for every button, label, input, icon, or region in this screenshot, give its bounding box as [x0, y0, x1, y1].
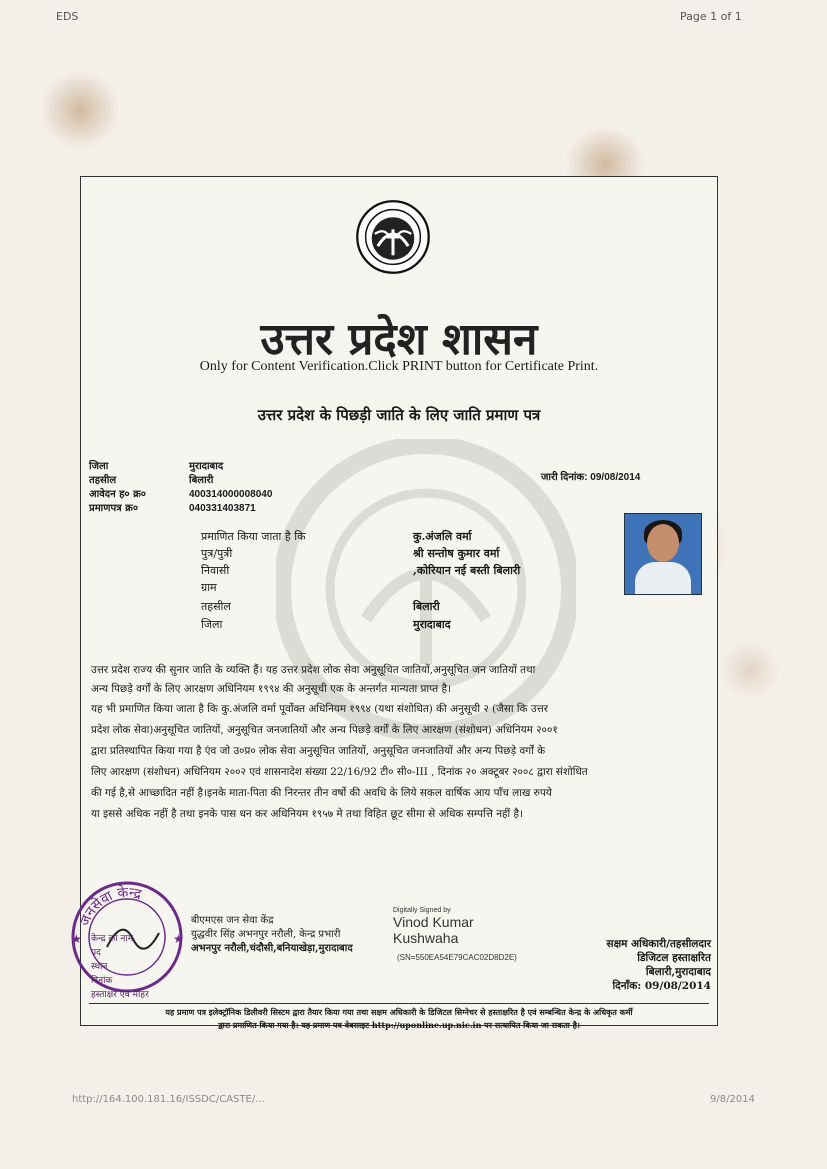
certificate — [71, 176, 718, 1030]
district-value: मुरादाबाद — [189, 461, 224, 472]
detail-tehsil-label: तहसील — [201, 600, 231, 613]
body-line: द्वारा प्रतिस्थापित किया गया है एंव जो उ०प्र० लोक सेवा अनुसूचित जातियों, अनुसूचित जनजातियों और अन्य पिछड़े वर्गों के — [91, 745, 546, 757]
seal-field: हस्ताक्षर एवं मोहर — [91, 990, 149, 1000]
government-title: उत्तर प्रदेश शासन — [260, 314, 538, 365]
digital-signature-label: Digitally Signed by — [393, 907, 451, 914]
issue-date: जारी दिनांक: 09/08/2014 — [541, 472, 641, 483]
kendra-stamp — [191, 914, 353, 956]
applicant-photo — [624, 513, 702, 595]
signer-surname: Kushwaha — [393, 930, 459, 946]
body-line: अन्य पिछड़े वर्गों के लिए आरक्षण अधिनियम १९९४ की अनुसूची एक के अन्तर्गत मान्यता प्राप्त है। — [91, 683, 451, 695]
officer-line: सक्षम अधिकारी/तहसीलदार — [606, 938, 711, 950]
print-footer-date: 9/8/2014 — [710, 1094, 755, 1105]
seal-field: दिनांक — [91, 976, 113, 986]
signer-name: Vinod Kumar — [393, 914, 474, 930]
seal-field: स्थान — [91, 962, 108, 972]
officer-line: दिनाँक: 09/08/2014 — [612, 980, 711, 992]
page-header-right: Page 1 of 1 — [680, 10, 742, 23]
seal-fields — [91, 932, 149, 1002]
stamp-line: बीएमएस जन सेवा केंद्र — [191, 915, 274, 926]
body-line: यह भी प्रमाणित किया जाता है कि कु.अंजलि वर्मा पूर्वोक्त अधिनियम १९९४ (यथा संशोधित) की अनुसूची २ (जैसा कि उत्तर — [91, 703, 548, 715]
svg-text:★: ★ — [71, 932, 82, 946]
detail-tehsil-value: बिलारी — [413, 600, 440, 613]
seal-text: जनसेवा केन्द्र — [76, 884, 143, 929]
body-line: लिए आरक्षण (संशोधन) अधिनियम २००२ एवं शासनादेश संख्या 22/16/92 टी० सी०-III , दिनांक २० अक्टूबर २००८ द्वारा संशोधित — [91, 766, 588, 778]
parent-label: पुत्र/पुत्री — [201, 547, 233, 560]
certificate-number: 040331403871 — [189, 503, 256, 514]
body-line: की गई है,से आच्छादित नहीं है।इनके माता-पिता की निरन्तर तीन वर्षो की अवधि के लिये सकल वार्षिक आय पाँच लाख रुपये — [91, 787, 552, 799]
certificate-number-label: प्रमाणपत्र क्र० — [89, 503, 139, 514]
footer-line: द्वारा प्रमाणित किया गया है। यह प्रमाण पत्र वेबसाइट http://uponline.up.nic.in पर सत्यापित किया जा सकता है। — [218, 1020, 580, 1030]
verification-note: Only for Content Verification.Click PRINT button for Certificate Print. — [199, 359, 599, 374]
application-label: आवेदन ह० क्र० — [89, 489, 146, 500]
parent-name: श्री सन्तोष कुमार वर्मा — [413, 547, 500, 560]
body-line: या इससे अधिक नहीं है तथा इनके पास धन कर अधिनियम १९५७ मे तथा विहित छूट सीमा से अधिक सम्पत्ति नहीं है। — [91, 808, 523, 820]
competent-officer — [531, 937, 711, 993]
svg-text:★: ★ — [173, 932, 184, 946]
detail-district-label: जिला — [201, 618, 223, 631]
district-label: जिला — [89, 461, 109, 472]
application-number: 400314000008040 — [189, 489, 273, 500]
svg-text:जनसेवा केन्द्र — [77, 884, 144, 929]
tehsil-value: बिलारी — [189, 475, 214, 486]
stamp-line: युद्धवीर सिंह अभनपुर नरौली, केन्द्र प्रभारी — [191, 929, 341, 940]
body-line: उत्तर प्रदेश राज्य की सुनार जाति के व्यक्ति हैं। यह उत्तर प्रदेश लोक सेवा अनुसूचित जातियों,अनुसूचित जन जातियों तथा — [91, 664, 536, 676]
detail-district-value: मुरादाबाद — [413, 618, 451, 631]
verification-footer — [89, 1003, 709, 1032]
certified-label: प्रमाणित किया जाता है कि — [201, 530, 306, 543]
body-line: प्रदेश लोक सेवा)अनुसूचित जातियों, अनुसूचित जनजातियों और अन्य पिछड़े वर्गों के लिए आरक्षण (संशोधन) अधिनियम २००१ — [91, 724, 558, 736]
certificate-title: उत्तर प्रदेश के पिछड़ी जाति के लिए जाति प्रमाण पत्र — [257, 406, 541, 424]
digital-signature — [393, 907, 517, 962]
stamp-line: अभनपुर नरौली,चंदौसी,बनियाखेड़ा,मुरादाबाद — [191, 943, 353, 954]
officer-line: बिलारी,मुरादाबाद — [645, 966, 711, 978]
officer-line: डिजिटल हस्ताक्षरित — [637, 952, 711, 964]
seal-field: केन्द्र का नाम — [91, 934, 134, 944]
signature-serial: (SN=550EA54E79CAC02D8D2E) — [397, 953, 517, 962]
footer-line: यह प्रमाण पत्र इलेक्ट्रॉनिक डिलीवरी सिस्टम द्वारा तैयार किया गया तथा सक्षम अधिकारी के डिजिटल सिग्नेचर से हस्ताक्षरित है एवं सम्बन्धित केन्द्र के अधिकृत कर्मी — [165, 1007, 633, 1017]
seal-field: पद — [91, 948, 101, 958]
resident-value: ,कोरियान नई बस्ती बिलारी — [413, 564, 521, 577]
tehsil-label: तहसील — [89, 475, 117, 486]
village-label: ग्राम — [201, 581, 217, 594]
applicant-name: कु.अंजलि वर्मा — [413, 530, 472, 543]
page-header-left: EDS — [56, 10, 79, 23]
up-govt-emblem-icon — [355, 199, 431, 275]
print-footer-url: http://164.100.181.16/ISSDC/CASTE/... — [72, 1094, 265, 1105]
resident-label: निवासी — [201, 564, 230, 577]
